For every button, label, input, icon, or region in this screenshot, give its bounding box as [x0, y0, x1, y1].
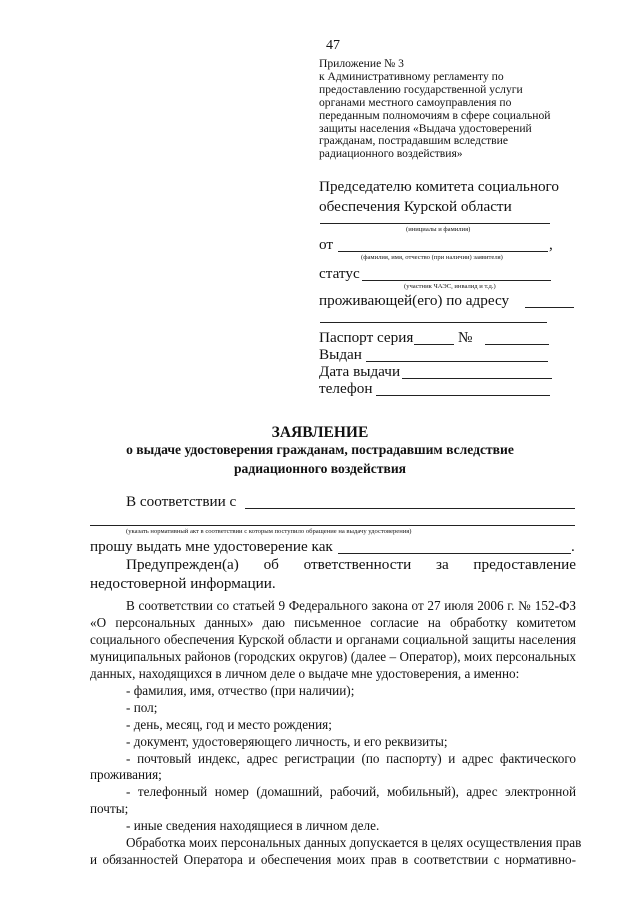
appendix-line: радиационного воздействия»	[319, 147, 463, 161]
warning-line	[126, 556, 576, 574]
accordance-label: В соответствии с	[126, 493, 237, 510]
from-field-line[interactable]	[338, 251, 548, 252]
initials-hint: (инициалы и фамилия)	[406, 226, 471, 233]
request-end: .	[571, 538, 575, 555]
appendix-line: Приложение № 3	[319, 57, 404, 70]
passport-number-label: №	[458, 329, 473, 346]
addressee-block	[319, 177, 559, 217]
list-item: - почтовый индекс, адрес регистрации (по паспорту) и адрес фактического	[126, 751, 576, 766]
accordance-field-line[interactable]	[245, 508, 575, 509]
accordance-hint: (указать нормативный акт в соответствии с которым поступило обращение на выдачу удостоверения)	[126, 528, 412, 535]
consent-line: социального обеспечения Курской области и органами социальной защиты населения	[90, 632, 576, 647]
consent-line: «О персональных данных» даю письменное согласие на обработку комитетом	[90, 615, 576, 630]
initials-field-line[interactable]	[320, 223, 550, 224]
warning-word: предоставление	[473, 556, 576, 573]
list-item: - документ, удостоверяющего личность, и его реквизиты;	[126, 734, 448, 749]
list-item: - день, месяц, год и место рождения;	[126, 717, 332, 732]
appendix-line: защиты населения «Выдача удостоверений	[319, 121, 532, 135]
consent-line: В соответствии со статьей 9 Федерального закона от 27 июля 2006 г. № 152-ФЗ	[126, 598, 576, 613]
phone-label: телефон	[319, 380, 373, 397]
appendix-line: гражданам, пострадавшим вследствие	[319, 134, 508, 148]
accordance-field-line-2[interactable]	[90, 525, 575, 526]
issued-by-field[interactable]	[366, 361, 548, 362]
phone-field[interactable]	[376, 395, 550, 396]
page-number: 47	[326, 38, 340, 53]
appendix-line: предоставлению государственной услуги	[319, 82, 523, 96]
addressee-line: обеспечения Курской области	[319, 198, 512, 215]
warning-word: ответственности	[303, 556, 412, 573]
from-comma: ,	[549, 236, 553, 253]
warning-word: Предупрежден(а)	[126, 556, 239, 573]
consent-line: данных, находящихся в личном деле о выдаче мне удостоверения, а именно:	[90, 666, 520, 681]
issued-by-label: Выдан	[319, 346, 362, 363]
request-label: прошу выдать мне удостоверение как	[90, 538, 333, 555]
appendix-line: переданным полномочиям в сфере социальной	[319, 108, 551, 122]
list-item: - пол;	[126, 700, 158, 715]
from-label: от	[319, 236, 334, 253]
processing-line: и обязанностей Оператора и обеспечения моих прав в соответствии с нормативно-	[90, 852, 576, 867]
request-field-line[interactable]	[338, 553, 571, 554]
processing-line: Обработка моих персональных данных допускается в целях осуществления прав	[126, 835, 582, 850]
list-item: - фамилия, имя, отчество (при наличии);	[126, 683, 355, 698]
document-title: ЗАЯВЛЕНИЕ	[271, 424, 369, 441]
consent-line: муниципальных районов (городских округов) (далее – Оператор), моих персональных	[90, 649, 576, 664]
passport-series-label: Паспорт серия	[319, 329, 414, 346]
passport-number-field[interactable]	[485, 344, 549, 345]
document-subtitle-line: радиационного воздействия	[233, 461, 407, 476]
address-field-line-2[interactable]	[320, 322, 547, 323]
document-subtitle-line: о выдаче удостоверения гражданам, пострадавшим вследствие	[126, 442, 514, 457]
addressee-line: Председателю комитета социального	[319, 178, 559, 195]
warning-word: за	[435, 556, 449, 573]
issue-date-label: Дата выдачи	[319, 363, 401, 380]
status-field-line[interactable]	[362, 280, 551, 281]
appendix-line: органами местного самоуправления по	[319, 95, 512, 109]
status-hint: (участник ЧАЭС, инвалид и т.д.)	[404, 283, 496, 290]
appendix-line: к Административному регламенту по	[319, 69, 504, 83]
list-item-continued: проживания;	[90, 767, 162, 782]
address-label: проживающей(его) по адресу	[319, 292, 510, 309]
address-field-line[interactable]	[525, 307, 574, 308]
appendix-header	[319, 58, 551, 161]
list-item: - иные сведения находящиеся в личном деле.	[126, 818, 380, 833]
warning-word: об	[263, 556, 279, 573]
issue-date-field[interactable]	[402, 378, 552, 379]
warning-line-2: недостоверной информации.	[90, 575, 276, 592]
status-label: статус	[319, 265, 360, 282]
from-hint: (фамилия, имя, отчество (при наличии) заявителя)	[361, 254, 503, 261]
passport-series-field[interactable]	[414, 344, 454, 345]
list-item: - телефонный номер (домашний, рабочий, мобильный), адрес электронной	[126, 784, 576, 799]
list-item-continued: почты;	[90, 801, 129, 816]
